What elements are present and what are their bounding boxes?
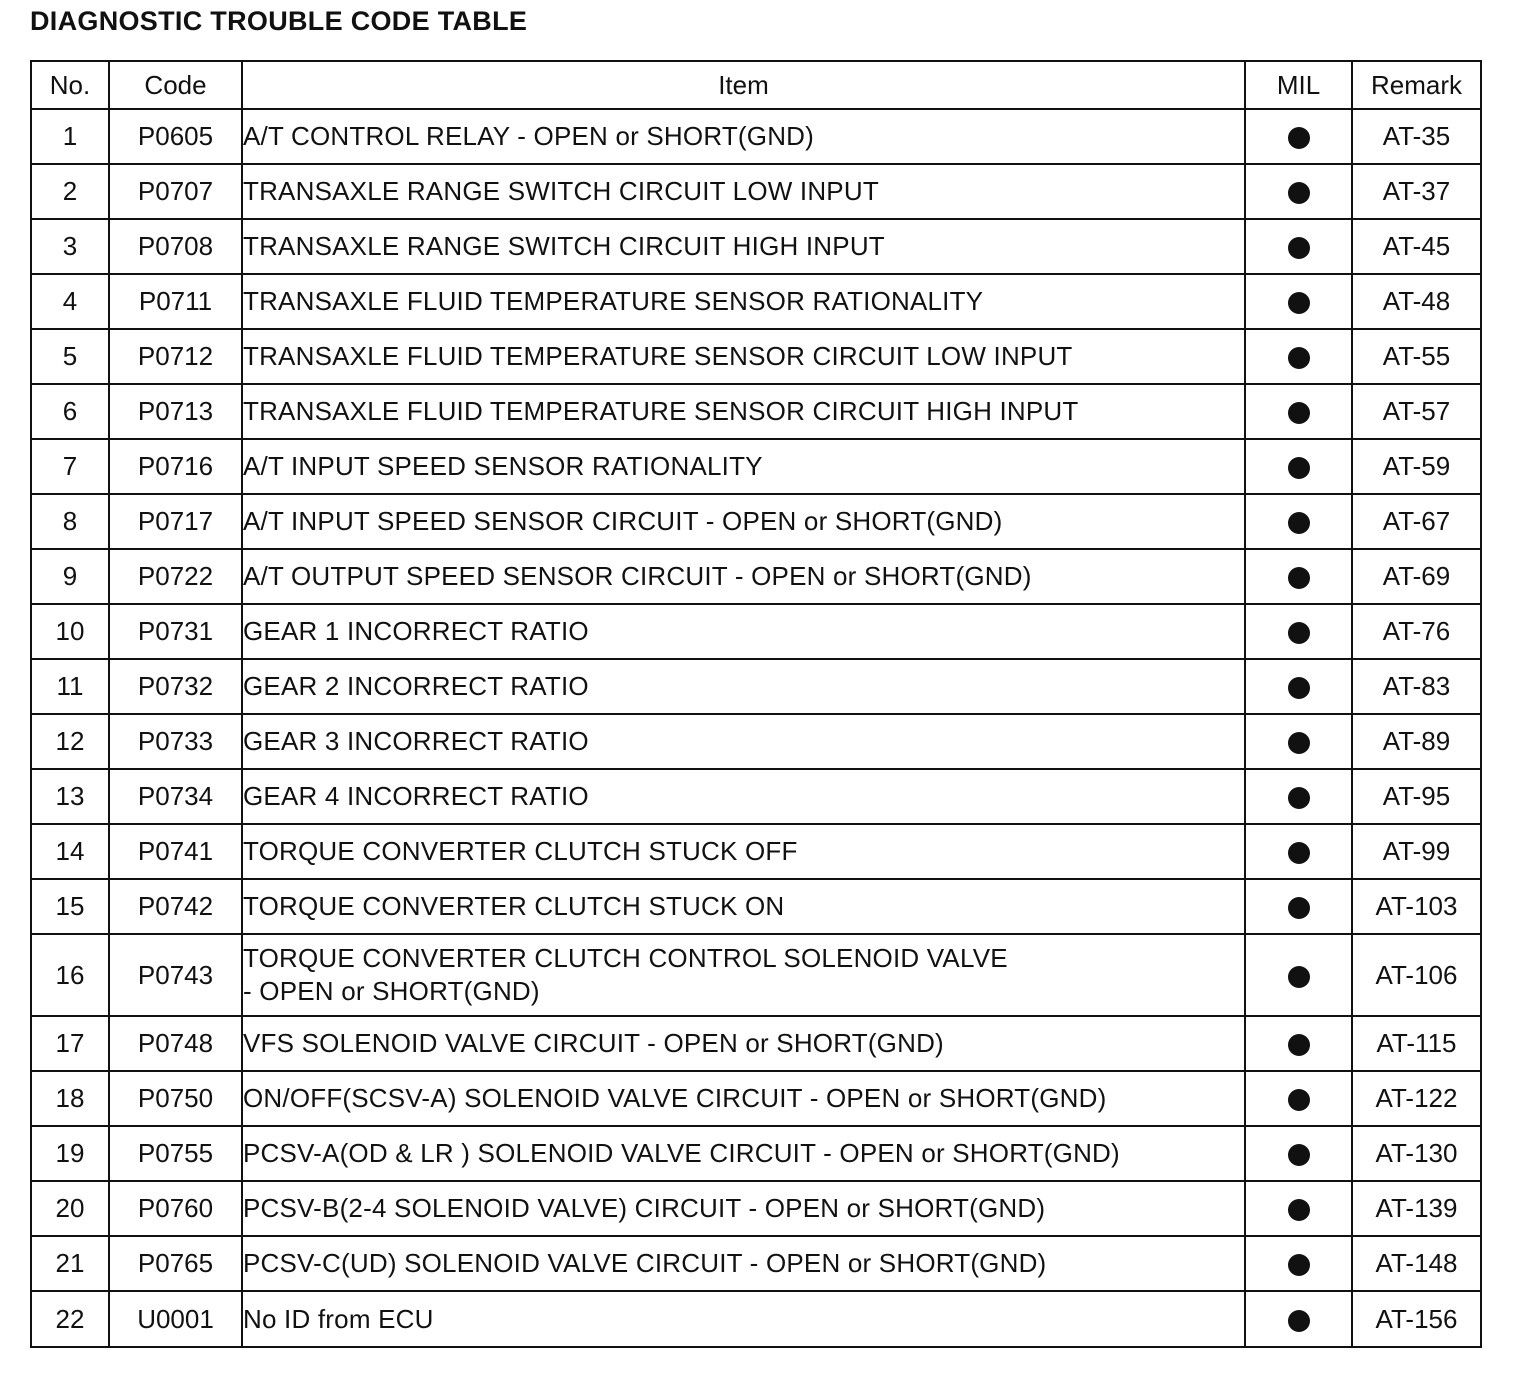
item-line: GEAR 1 INCORRECT RATIO xyxy=(243,616,589,646)
remark-page-ref: AT-103 xyxy=(1352,879,1481,934)
trouble-code: P0717 xyxy=(109,494,242,549)
column-header-item: Item xyxy=(242,61,1245,109)
filled-circle-icon xyxy=(1288,402,1310,424)
filled-circle-icon xyxy=(1288,347,1310,369)
row-number: 16 xyxy=(31,934,109,1016)
table-row xyxy=(31,164,1481,219)
remark-page-ref: AT-106 xyxy=(1352,934,1481,1016)
row-number: 10 xyxy=(31,604,109,659)
trouble-code: P0708 xyxy=(109,219,242,274)
item-description xyxy=(242,824,1245,879)
item-line: VFS SOLENOID VALVE CIRCUIT - OPEN or SHORT(GND) xyxy=(243,1028,944,1058)
item-line: A/T CONTROL RELAY - OPEN or SHORT(GND) xyxy=(243,121,815,151)
row-number: 21 xyxy=(31,1236,109,1291)
filled-circle-icon xyxy=(1288,622,1310,644)
item-line: TORQUE CONVERTER CLUTCH STUCK ON xyxy=(243,891,785,921)
remark-page-ref: AT-99 xyxy=(1352,824,1481,879)
table-header xyxy=(31,61,1481,109)
table-row xyxy=(31,1291,1481,1347)
mil-cell xyxy=(1245,439,1352,494)
table-row xyxy=(31,879,1481,934)
remark-page-ref: AT-59 xyxy=(1352,439,1481,494)
filled-circle-icon xyxy=(1288,1144,1310,1166)
mil-cell xyxy=(1245,384,1352,439)
item-line: TRANSAXLE FLUID TEMPERATURE SENSOR CIRCUIT HIGH INPUT xyxy=(243,396,1079,426)
item-line: TORQUE CONVERTER CLUTCH CONTROL SOLENOID VALVE xyxy=(243,943,1008,973)
table-row xyxy=(31,549,1481,604)
table-body xyxy=(31,109,1481,1347)
item-description xyxy=(242,1236,1245,1291)
item-line: TRANSAXLE FLUID TEMPERATURE SENSOR RATIONALITY xyxy=(243,286,984,316)
mil-cell xyxy=(1245,1181,1352,1236)
item-description xyxy=(242,934,1245,1016)
item-line: PCSV-A(OD & LR ) SOLENOID VALVE CIRCUIT - OPEN or SHORT(GND) xyxy=(243,1138,1120,1168)
item-description xyxy=(242,219,1245,274)
table-row xyxy=(31,109,1481,164)
filled-circle-icon xyxy=(1288,1034,1310,1056)
filled-circle-icon xyxy=(1288,292,1310,314)
remark-page-ref: AT-139 xyxy=(1352,1181,1481,1236)
table-row xyxy=(31,824,1481,879)
item-description xyxy=(242,1016,1245,1071)
trouble-code: P0731 xyxy=(109,604,242,659)
mil-cell xyxy=(1245,1236,1352,1291)
item-line: A/T INPUT SPEED SENSOR CIRCUIT - OPEN or SHORT(GND) xyxy=(243,506,1003,536)
table-row xyxy=(31,274,1481,329)
mil-cell xyxy=(1245,1016,1352,1071)
remark-page-ref: AT-115 xyxy=(1352,1016,1481,1071)
table-row xyxy=(31,769,1481,824)
remark-page-ref: AT-48 xyxy=(1352,274,1481,329)
item-line: TRANSAXLE RANGE SWITCH CIRCUIT HIGH INPUT xyxy=(243,231,885,261)
table-row xyxy=(31,494,1481,549)
row-number: 20 xyxy=(31,1181,109,1236)
trouble-code: P0741 xyxy=(109,824,242,879)
item-description xyxy=(242,274,1245,329)
table-row xyxy=(31,1126,1481,1181)
row-number: 7 xyxy=(31,439,109,494)
row-number: 22 xyxy=(31,1291,109,1347)
filled-circle-icon xyxy=(1288,512,1310,534)
item-line: TORQUE CONVERTER CLUTCH STUCK OFF xyxy=(243,836,798,866)
row-number: 18 xyxy=(31,1071,109,1126)
item-line: A/T INPUT SPEED SENSOR RATIONALITY xyxy=(243,451,763,481)
item-description xyxy=(242,769,1245,824)
filled-circle-icon xyxy=(1288,237,1310,259)
trouble-code: P0760 xyxy=(109,1181,242,1236)
item-description xyxy=(242,1291,1245,1347)
row-number: 4 xyxy=(31,274,109,329)
row-number: 17 xyxy=(31,1016,109,1071)
remark-page-ref: AT-130 xyxy=(1352,1126,1481,1181)
column-header-remark: Remark xyxy=(1352,61,1481,109)
row-number: 6 xyxy=(31,384,109,439)
mil-cell xyxy=(1245,824,1352,879)
remark-page-ref: AT-76 xyxy=(1352,604,1481,659)
trouble-code: P0734 xyxy=(109,769,242,824)
trouble-code: P0743 xyxy=(109,934,242,1016)
item-line: A/T OUTPUT SPEED SENSOR CIRCUIT - OPEN or SHORT(GND) xyxy=(243,561,1032,591)
row-number: 8 xyxy=(31,494,109,549)
filled-circle-icon xyxy=(1288,1310,1310,1332)
column-header-mil: MIL xyxy=(1245,61,1352,109)
filled-circle-icon xyxy=(1288,732,1310,754)
filled-circle-icon xyxy=(1288,966,1310,988)
item-description xyxy=(242,879,1245,934)
filled-circle-icon xyxy=(1288,567,1310,589)
table-row xyxy=(31,934,1481,1016)
mil-cell xyxy=(1245,219,1352,274)
trouble-code: P0605 xyxy=(109,109,242,164)
header-row xyxy=(31,61,1481,109)
remark-page-ref: AT-57 xyxy=(1352,384,1481,439)
table-row xyxy=(31,219,1481,274)
table-row xyxy=(31,439,1481,494)
trouble-code: P0716 xyxy=(109,439,242,494)
trouble-code: P0755 xyxy=(109,1126,242,1181)
remark-page-ref: AT-35 xyxy=(1352,109,1481,164)
mil-cell xyxy=(1245,1071,1352,1126)
item-line: - OPEN or SHORT(GND) xyxy=(243,976,540,1006)
item-line: PCSV-B(2-4 SOLENOID VALVE) CIRCUIT - OPEN or SHORT(GND) xyxy=(243,1193,1046,1223)
filled-circle-icon xyxy=(1288,677,1310,699)
table-row xyxy=(31,1236,1481,1291)
trouble-code: P0732 xyxy=(109,659,242,714)
remark-page-ref: AT-156 xyxy=(1352,1291,1481,1347)
trouble-code: P0713 xyxy=(109,384,242,439)
row-number: 14 xyxy=(31,824,109,879)
trouble-code: P0722 xyxy=(109,549,242,604)
table-row xyxy=(31,1181,1481,1236)
item-line: GEAR 4 INCORRECT RATIO xyxy=(243,781,589,811)
filled-circle-icon xyxy=(1288,457,1310,479)
table-row xyxy=(31,384,1481,439)
remark-page-ref: AT-67 xyxy=(1352,494,1481,549)
row-number: 9 xyxy=(31,549,109,604)
mil-cell xyxy=(1245,1291,1352,1347)
mil-cell xyxy=(1245,659,1352,714)
mil-cell xyxy=(1245,164,1352,219)
mil-cell xyxy=(1245,494,1352,549)
filled-circle-icon xyxy=(1288,787,1310,809)
row-number: 3 xyxy=(31,219,109,274)
remark-page-ref: AT-122 xyxy=(1352,1071,1481,1126)
filled-circle-icon xyxy=(1288,842,1310,864)
item-line: PCSV-C(UD) SOLENOID VALVE CIRCUIT - OPEN or SHORT(GND) xyxy=(243,1248,1047,1278)
table-row xyxy=(31,329,1481,384)
table-row xyxy=(31,659,1481,714)
remark-page-ref: AT-148 xyxy=(1352,1236,1481,1291)
trouble-code: P0712 xyxy=(109,329,242,384)
mil-cell xyxy=(1245,549,1352,604)
item-description xyxy=(242,549,1245,604)
trouble-code: P0742 xyxy=(109,879,242,934)
trouble-code: P0765 xyxy=(109,1236,242,1291)
item-line: TRANSAXLE RANGE SWITCH CIRCUIT LOW INPUT xyxy=(243,176,879,206)
filled-circle-icon xyxy=(1288,1254,1310,1276)
trouble-code: U0001 xyxy=(109,1291,242,1347)
item-description xyxy=(242,1181,1245,1236)
item-line: TRANSAXLE FLUID TEMPERATURE SENSOR CIRCUIT LOW INPUT xyxy=(243,341,1073,371)
mil-cell xyxy=(1245,1126,1352,1181)
item-description xyxy=(242,109,1245,164)
row-number: 13 xyxy=(31,769,109,824)
item-line: GEAR 3 INCORRECT RATIO xyxy=(243,726,589,756)
page-title: DIAGNOSTIC TROUBLE CODE TABLE xyxy=(30,6,528,36)
mil-cell xyxy=(1245,604,1352,659)
item-description xyxy=(242,604,1245,659)
trouble-code: P0733 xyxy=(109,714,242,769)
trouble-code: P0707 xyxy=(109,164,242,219)
trouble-code: P0748 xyxy=(109,1016,242,1071)
filled-circle-icon xyxy=(1288,897,1310,919)
mil-cell xyxy=(1245,769,1352,824)
filled-circle-icon xyxy=(1288,182,1310,204)
item-description xyxy=(242,329,1245,384)
trouble-code: P0711 xyxy=(109,274,242,329)
remark-page-ref: AT-69 xyxy=(1352,549,1481,604)
table-row xyxy=(31,604,1481,659)
mil-cell xyxy=(1245,714,1352,769)
remark-page-ref: AT-83 xyxy=(1352,659,1481,714)
column-header-code: Code xyxy=(109,61,242,109)
row-number: 1 xyxy=(31,109,109,164)
row-number: 2 xyxy=(31,164,109,219)
mil-cell xyxy=(1245,329,1352,384)
item-description xyxy=(242,384,1245,439)
remark-page-ref: AT-37 xyxy=(1352,164,1481,219)
item-description xyxy=(242,164,1245,219)
remark-page-ref: AT-95 xyxy=(1352,769,1481,824)
filled-circle-icon xyxy=(1288,127,1310,149)
mil-cell xyxy=(1245,934,1352,1016)
filled-circle-icon xyxy=(1288,1199,1310,1221)
table-row xyxy=(31,1071,1481,1126)
item-line: No ID from ECU xyxy=(243,1303,434,1334)
row-number: 11 xyxy=(31,659,109,714)
item-line: ON/OFF(SCSV-A) SOLENOID VALVE CIRCUIT - OPEN or SHORT(GND) xyxy=(243,1083,1107,1113)
item-description xyxy=(242,439,1245,494)
item-description xyxy=(242,1126,1245,1181)
mil-cell xyxy=(1245,109,1352,164)
item-description xyxy=(242,659,1245,714)
table-row xyxy=(31,1016,1481,1071)
remark-page-ref: AT-45 xyxy=(1352,219,1481,274)
column-header-no: No. xyxy=(31,61,109,109)
table-row xyxy=(31,714,1481,769)
row-number: 12 xyxy=(31,714,109,769)
item-description xyxy=(242,494,1245,549)
row-number: 19 xyxy=(31,1126,109,1181)
item-line: GEAR 2 INCORRECT RATIO xyxy=(243,671,589,701)
trouble-code: P0750 xyxy=(109,1071,242,1126)
dtc-table xyxy=(30,60,1482,1348)
filled-circle-icon xyxy=(1288,1089,1310,1111)
mil-cell xyxy=(1245,274,1352,329)
mil-cell xyxy=(1245,879,1352,934)
row-number: 5 xyxy=(31,329,109,384)
item-description xyxy=(242,714,1245,769)
item-description xyxy=(242,1071,1245,1126)
remark-page-ref: AT-55 xyxy=(1352,329,1481,384)
remark-page-ref: AT-89 xyxy=(1352,714,1481,769)
row-number: 15 xyxy=(31,879,109,934)
